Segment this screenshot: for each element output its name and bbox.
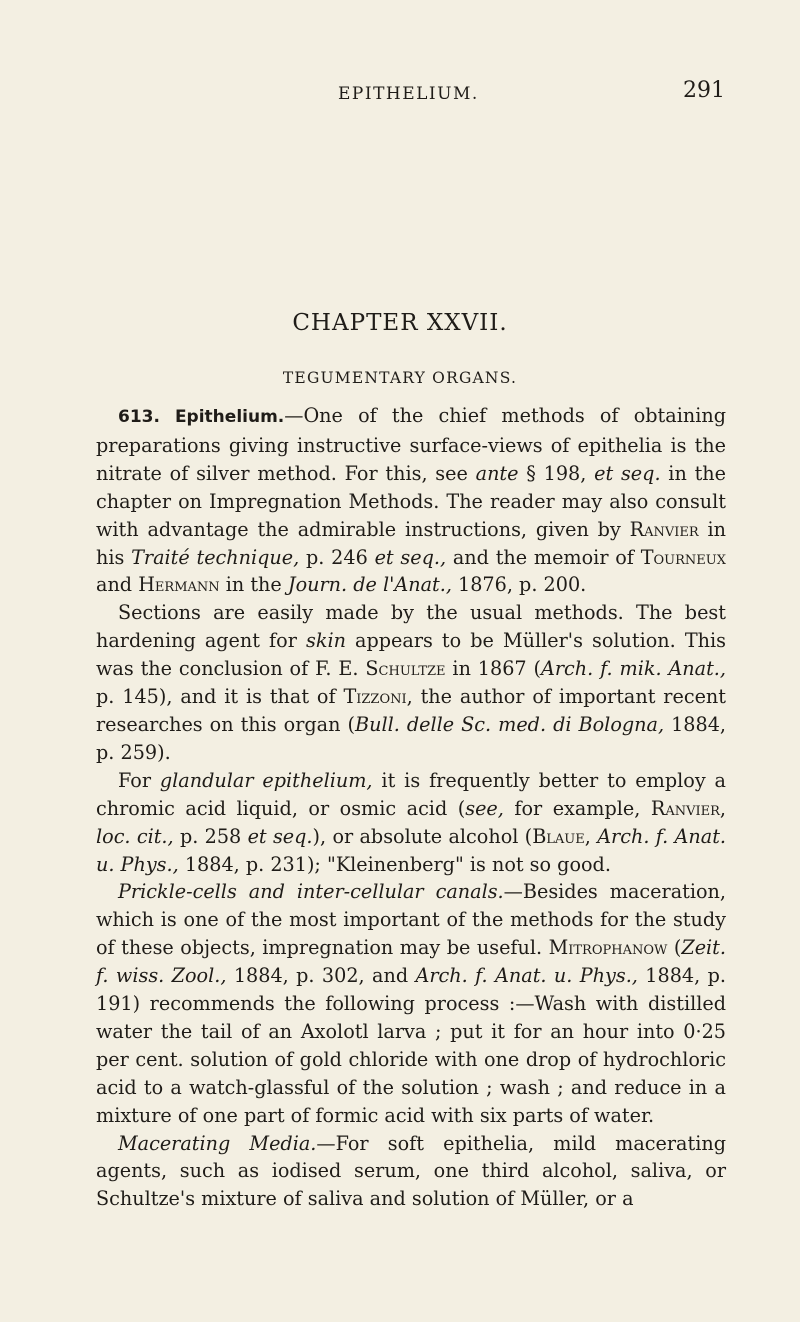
italic-text: Arch. f. Anat. u. Phys., (415, 964, 638, 988)
italic-text: et seq., (374, 545, 447, 569)
chapter-title: CHAPTER XXVII. (292, 310, 508, 336)
text-run: in the (219, 573, 288, 597)
paragraph-epithelium (96, 402, 726, 599)
text-run: Sections are easily made by the usual methods. The best hardening agent for (96, 601, 726, 653)
author-name: Ranvier (650, 796, 720, 820)
text-run: —Besides maceration, which is one of the most important of the methods for the study of these objects, impregnation may be useful. (96, 880, 726, 960)
author-name: Schultze (365, 657, 446, 681)
text-run: p. 258 (173, 824, 248, 848)
section-title: TEGUMENTARY ORGANS. (282, 369, 518, 387)
running-head (0, 78, 800, 108)
text-run: p. 145), and it is that of (96, 685, 344, 709)
body-text (96, 402, 726, 1213)
paragraph-glandular (96, 767, 726, 879)
italic-text: see, (465, 796, 504, 820)
text-run: 1884, p. 259). (96, 712, 726, 764)
text-run: in his (96, 517, 726, 569)
text-run: —One of the chief methods of obtaining preparations giving instructive surface-views of epithelia is the nitrate of silver method. For this, see (96, 404, 726, 485)
text-run: —For soft epithelia, mild macerating agents, such as iodised serum, one third alcohol, saliva, or Schultze's mixture of saliva and solution of Müller, or a (96, 1131, 726, 1211)
text-run: p. 246 (299, 545, 375, 569)
text-run: it is frequently better to employ a chromic acid liquid, or osmic acid ( (96, 768, 726, 820)
text-run: appears to be Müller's solution. This was the conclusion of F. E. (96, 629, 726, 681)
text-run: , (584, 824, 598, 848)
page-number: 291 (683, 78, 725, 103)
author-name: Mitrophanow (548, 936, 668, 960)
italic-text: loc. cit., (96, 824, 174, 848)
text-run: 1884, p. 302, and (226, 964, 416, 988)
italic-text: Traité technique, (131, 545, 300, 569)
text-run: ), or absolute alcohol ( (312, 824, 533, 848)
paragraph-macerating-media (96, 1130, 726, 1214)
italic-text: et seq. (247, 824, 313, 848)
italic-text: Zeit. f. wiss. Zool., (96, 936, 726, 988)
running-head-title: EPITHELIUM. (338, 84, 479, 104)
italic-text: glandular epithelium, (159, 768, 373, 792)
paragraph-sections (96, 599, 726, 766)
text-run: § 198, (518, 461, 595, 485)
author-name: Hermann (138, 573, 220, 597)
text-run: 1884, p. 231); "Kleinenberg" is not so good. (178, 852, 611, 876)
author-name: Tourneux (640, 545, 726, 569)
italic-text: skin (305, 629, 346, 653)
italic-text: et seq. (594, 461, 661, 485)
italic-heading: Macerating Media. (118, 1131, 317, 1155)
paragraph-prickle-cells (96, 878, 726, 1129)
text-run: , (719, 796, 726, 820)
italic-text: Journ. de l'Anat., (287, 573, 452, 597)
text-run: and (96, 573, 139, 597)
text-run: in 1867 ( (445, 657, 541, 681)
italic-text: Arch. f. mik. Anat., (541, 657, 727, 681)
author-name: Blaue (532, 824, 585, 848)
text-run: for example, (503, 796, 651, 820)
text-run: 1884, p. 191) recommends the following process :—Wash with distilled water the tail of an Axolotl larva ; put it for an hour into 0·25 per cent. solution of gold chloride with one drop of hydrochloric acid to a watch-glassful of the solution ; wash ; and reduce in a mixture of one part of formic acid with six parts of water. (96, 964, 727, 1127)
text-run: ( (667, 936, 682, 960)
author-name: Tizzoni (343, 685, 407, 709)
italic-text: ante (475, 461, 519, 485)
section-heading: 613. Epithelium. (118, 407, 285, 427)
italic-text: Arch. f. Anat. u. Phys., (96, 824, 727, 876)
text-run: For (118, 768, 160, 792)
text-run: , the author of important recent researches on this organ ( (96, 685, 726, 736)
italic-heading: Prickle-cells and inter-cellular canals. (118, 880, 504, 904)
text-run: in the chapter on Impregnation Methods. The reader may also consult with advantage the admirable instructions, given by (96, 461, 726, 541)
text-run: and the memoir of (446, 545, 641, 569)
author-name: Ranvier (629, 517, 699, 541)
italic-text: Bull. delle Sc. med. di Bologna, (354, 712, 665, 736)
text-run: 1876, p. 200. (451, 573, 587, 597)
